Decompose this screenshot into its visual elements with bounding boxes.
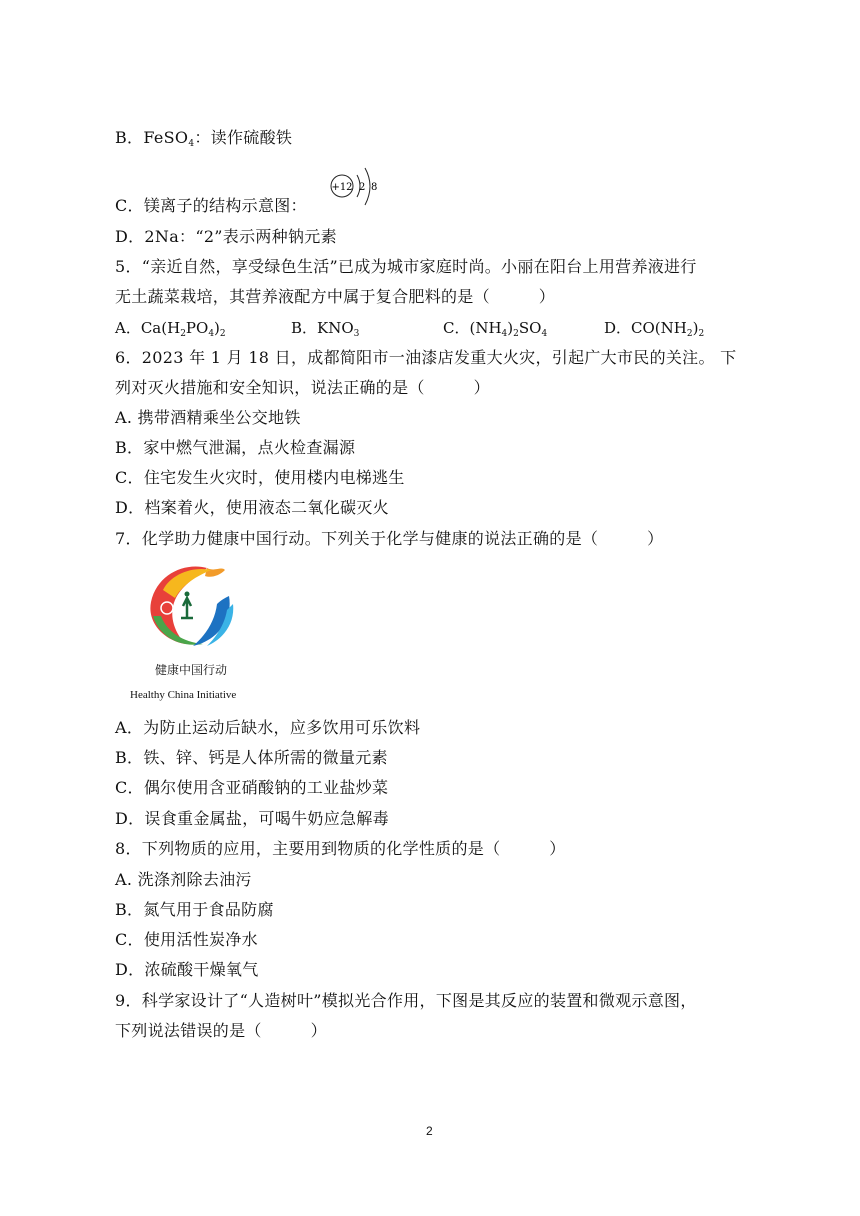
option-d-2na: D．2Na：“2”表示两种钠元素 xyxy=(115,227,337,246)
q5a-sub: 2 xyxy=(219,329,226,339)
q5c-sub: 4 xyxy=(541,329,548,339)
q7-option-a: A．为防止运动后缺水，应多饮用可乐饮料 xyxy=(115,718,421,737)
q5d-part: D．CO(NH xyxy=(604,319,687,337)
q5a-sub: 4 xyxy=(208,329,215,339)
q5a-sub: 2 xyxy=(180,329,186,339)
q7-option-d: D．误食重金属盐，可喝牛奶应急解毒 xyxy=(115,809,389,828)
q5c-sub: 4 xyxy=(501,329,508,339)
shell-2-electrons: 8 xyxy=(371,182,378,193)
magnesium-ion-structure-diagram xyxy=(325,165,385,211)
q5-option-d xyxy=(604,318,704,344)
q7-option-b: B．铁、锌、钙是人体所需的微量元素 xyxy=(115,748,388,767)
q6-option-b: B．家中燃气泄漏，点火检查漏源 xyxy=(115,438,356,457)
question-5-line-2: 无土蔬菜栽培，其营养液配方中属于复合肥料的是（ ） xyxy=(115,287,556,306)
q6-option-d: D．档案着火，使用液态二氧化碳灭火 xyxy=(115,498,389,517)
option-b-text-post: ：读作硫酸铁 xyxy=(194,128,293,147)
q5a-part: A．Ca(H xyxy=(115,319,181,337)
q5d-sub: 2 xyxy=(686,329,693,339)
q8-option-d: D．浓硫酸干燥氧气 xyxy=(115,960,259,979)
logo-chinese-text: 健康中国行动 xyxy=(155,663,228,677)
option-b-text-pre: B．FeSO xyxy=(115,128,189,147)
q5c-part: ) xyxy=(507,319,514,337)
q5d-sub: 2 xyxy=(698,329,705,339)
q5-option-c xyxy=(443,318,547,344)
q5a-part: PO xyxy=(185,319,209,337)
q8-option-a: A. 洗涤剂除去油污 xyxy=(115,870,252,889)
option-b-subscript: 4 xyxy=(188,139,195,149)
logo-english-text: Healthy China Initiative xyxy=(130,689,237,701)
question-6-line-1: 6．2023 年 1 月 18 日，成都简阳市一油漆店发重大火灾，引起广大市民的关注。 下 xyxy=(115,348,737,367)
question-7: 7．化学助力健康中国行动。下列关于化学与健康的说法正确的是（ ） xyxy=(115,529,664,548)
q5a-part: ) xyxy=(214,319,220,337)
q7-option-c: C．偶尔使用含亚硝酸钠的工业盐炒菜 xyxy=(115,778,389,797)
q5d-part: ) xyxy=(692,319,699,337)
q5b-part: B．KNO xyxy=(291,319,354,337)
q8-option-b: B．氮气用于食品防腐 xyxy=(115,900,274,919)
question-8: 8．下列物质的应用，主要用到物质的化学性质的是（ ） xyxy=(115,839,566,858)
q5c-part: C．(NH xyxy=(443,319,502,337)
healthy-china-logo-icon xyxy=(145,560,237,650)
question-5-line-1: 5．“亲近自然，享受绿色生活”已成为城市家庭时尚。小丽在阳台上用营养液进行 xyxy=(115,257,697,276)
question-9-line-1: 9．科学家设计了“人造树叶”模拟光合作用，下图是其反应的装置和微观示意图， xyxy=(115,991,697,1010)
question-9-line-2: 下列说法错误的是（ ） xyxy=(115,1021,327,1040)
q5c-part: SO xyxy=(518,319,542,337)
option-c-mg-ion: C．镁离子的结构示意图： xyxy=(115,196,307,215)
page-number: 2 xyxy=(426,1124,433,1138)
q5-option-b xyxy=(291,318,359,344)
shell-1-electrons: 2 xyxy=(359,182,366,193)
q5b-sub: 3 xyxy=(353,329,360,339)
q5c-sub: 2 xyxy=(513,329,519,339)
q8-option-c: C．使用活性炭净水 xyxy=(115,930,258,949)
q6-option-a: A. 携带酒精乘坐公交地铁 xyxy=(115,408,301,427)
question-6-line-2: 列对灭火措施和安全知识，说法正确的是（ ） xyxy=(115,378,490,397)
q6-option-c: C．住宅发生火灾时，使用楼内电梯逃生 xyxy=(115,468,405,487)
nucleus-charge: +12 xyxy=(331,182,353,193)
option-b-feso4 xyxy=(115,128,292,154)
q5-option-a xyxy=(115,318,226,344)
